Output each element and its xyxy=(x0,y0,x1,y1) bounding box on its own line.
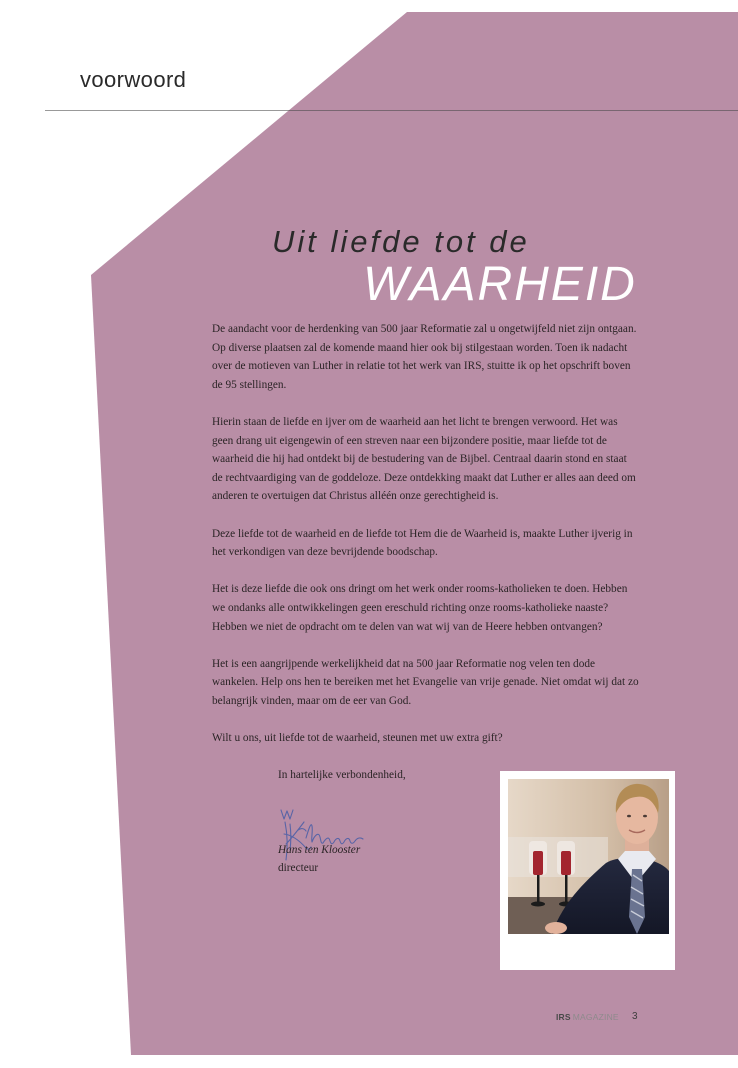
article-title-line-2: WAARHEID xyxy=(363,258,637,311)
page-number: 3 xyxy=(632,1011,638,1022)
text-line: Hierin staan de liefde en ijver om de waarheid aan het licht te brengen verwoord. Het was xyxy=(212,415,618,428)
text-line: Het is een aangrijpende werkelijkheid dat na 500 jaar Reformatie nog velen ten dode xyxy=(212,657,596,670)
paragraph xyxy=(212,525,712,562)
paragraph xyxy=(212,413,712,506)
text-line: geen drang uit eigengewin of een streven naar een bijzondere positie, maar liefde tot de xyxy=(212,434,607,447)
text-line: belangrijk vinden, maar om de eer van God. xyxy=(212,694,412,707)
article-title-line-1: Uit liefde tot de xyxy=(272,224,530,259)
paragraph xyxy=(212,580,712,636)
text-line: Wilt u ons, uit liefde tot de waarheid, steunen met uw extra gift? xyxy=(212,732,503,745)
text-line: over de motieven van Luther in relatie tot het werk van IRS, stuitte ik op het opschrift boven xyxy=(212,360,631,373)
text-line: De aandacht voor de herdenking van 500 jaar Reformatie zal u ongetwijfeld niet zijn ontgaan. xyxy=(212,323,637,335)
paragraph xyxy=(212,320,712,394)
text-line: de 95 stellingen. xyxy=(212,378,287,391)
text-line: wankelen. Help ons hen te bereiken met het Evangelie van vrije genade. Niet omdat wij dat zo xyxy=(212,676,639,689)
footer-brand-name: IRS xyxy=(556,1012,571,1022)
text-line: waarheid die hij had ontdekt bij de bestudering van de Bijbel. Centraal daarin stond en staat xyxy=(212,453,627,466)
text-line: Op diverse plaatsen zal de komende maand hier ook bij stilgestaan worden. Toen ik nadacht xyxy=(212,341,628,354)
section-label: voorwoord xyxy=(80,67,187,92)
footer-brand xyxy=(556,1013,619,1022)
text-line: anderen te overtuigen dat Christus alléén onze gerechtigheid is. xyxy=(212,490,499,503)
closing-greeting: In hartelijke verbondenheid, xyxy=(278,769,406,782)
text-line: we ondanks alle ontwikkelingen geen ereschuld richting onze rooms-katholieke naaste? xyxy=(212,601,609,614)
photo-frame xyxy=(500,771,675,970)
signatory-role: directeur xyxy=(278,862,319,875)
signatory-name: Hans ten Klooster xyxy=(278,843,361,856)
header-rule xyxy=(45,110,738,111)
portrait-photo xyxy=(508,779,669,934)
text-line: Deze liefde tot de waarheid en de liefde tot Hem die de Waarheid is, maakte Luther ijverig in xyxy=(212,527,633,540)
paragraph xyxy=(212,729,712,748)
text-line: het verkondigen van deze bevrijdende boodschap. xyxy=(212,546,438,559)
text-line: Het is deze liefde die ook ons dringt om het werk onder rooms-katholieken te doen. Hebben xyxy=(212,583,628,596)
footer-publication: MAGAZINE xyxy=(572,1012,619,1022)
article-body xyxy=(212,320,712,766)
text-line: de rechtvaardiging van de goddeloze. Deze ontdekking maakt dat Luther er alles aan deed om xyxy=(212,471,636,484)
text-line: Hebben we niet de opdracht om te delen van wat wij van de Heere hebben ontvangen? xyxy=(212,620,603,633)
paragraph xyxy=(212,655,712,711)
